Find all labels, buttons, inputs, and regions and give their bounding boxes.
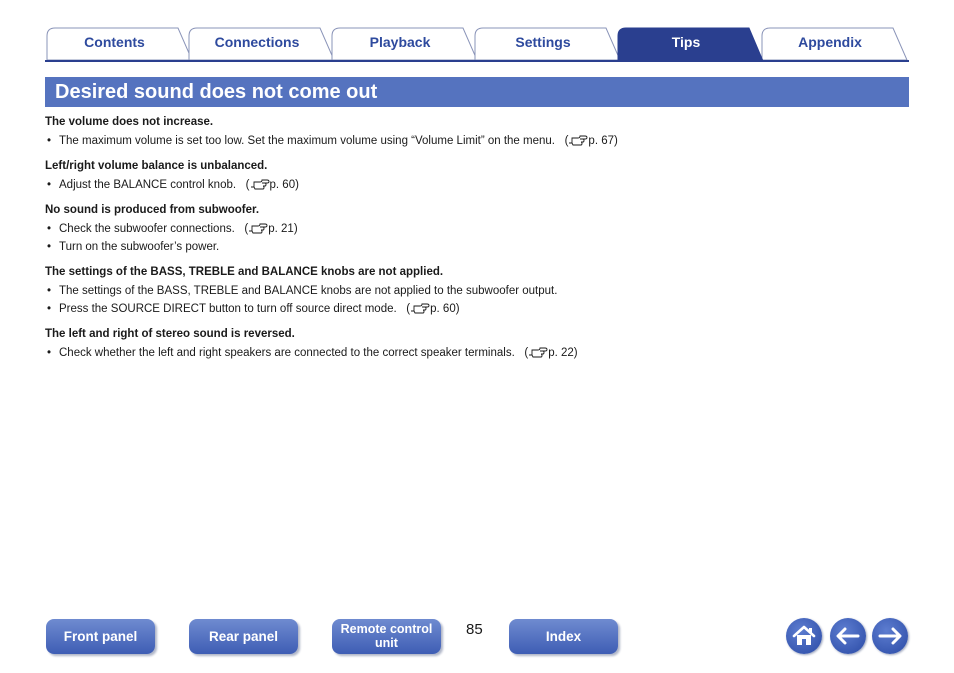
page-reference[interactable]: ( p. 60) — [239, 179, 299, 191]
back-button[interactable] — [830, 618, 866, 654]
index-button[interactable]: Index — [509, 619, 618, 654]
page-reference[interactable]: ( p. 60) — [399, 303, 460, 315]
page-reference[interactable]: ( p. 67) — [558, 135, 618, 147]
tab-tips[interactable]: Tips — [671, 34, 701, 50]
pointing-hand-icon — [528, 346, 548, 358]
section-volume — [45, 114, 909, 158]
rear-panel-button[interactable]: Rear panel — [189, 619, 298, 654]
front-panel-button[interactable]: Front panel — [46, 619, 155, 654]
tab-appendix[interactable]: Appendix — [798, 34, 862, 50]
tab-connections[interactable]: Connections — [214, 34, 300, 50]
section-heading: No sound is produced from subwoofer. — [45, 204, 260, 216]
content — [45, 114, 909, 370]
tab-settings[interactable]: Settings — [515, 34, 571, 50]
home-button[interactable] — [786, 618, 822, 654]
section-heading: The volume does not increase. — [45, 116, 214, 128]
page-title: Desired sound does not come out — [55, 81, 378, 103]
item-text: Adjust the BALANCE control knob. — [59, 179, 237, 191]
remote-control-unit-button[interactable] — [332, 619, 441, 654]
bullet: • — [47, 303, 52, 315]
page-ref-text: p. 22 — [548, 347, 574, 359]
tab-contents[interactable]: Contents — [84, 34, 145, 50]
bullet: • — [47, 179, 52, 191]
bullet: • — [47, 285, 52, 297]
forward-button[interactable] — [872, 618, 908, 654]
title-bar — [45, 77, 909, 107]
tab-shapes — [0, 0, 954, 64]
remote-label-line2: unit — [375, 636, 398, 650]
section-knobs — [45, 264, 909, 326]
pointing-hand-icon — [410, 302, 430, 314]
page-reference[interactable]: ( p. 22) — [517, 347, 578, 359]
pointing-hand-icon — [250, 178, 270, 190]
bullet: • — [47, 135, 52, 147]
arrow-left-icon — [830, 618, 866, 654]
page-reference[interactable]: ( p. 21) — [238, 223, 298, 235]
page-ref-text: p. 60 — [430, 303, 456, 315]
list-item — [45, 344, 909, 362]
list-item — [45, 300, 909, 318]
tab-playback[interactable]: Playback — [369, 34, 431, 50]
item-text: The settings of the BASS, TREBLE and BALANCE knobs are not applied to the subwoofer output. — [59, 285, 558, 297]
bullet: • — [47, 347, 52, 359]
section-heading: The settings of the BASS, TREBLE and BALANCE knobs are not applied. — [45, 266, 444, 278]
item-text: Turn on the subwoofer’s power. — [59, 241, 220, 253]
item-text: Check the subwoofer connections. — [59, 223, 235, 235]
remote-label-line1: Remote control — [340, 622, 433, 636]
section-heading: Left/right volume balance is unbalanced. — [45, 160, 268, 172]
tab-bar — [0, 0, 954, 64]
list-item — [45, 132, 909, 150]
page-ref-text: p. 67 — [588, 135, 614, 147]
home-icon — [786, 618, 822, 654]
list-item — [45, 238, 909, 256]
list-item — [45, 176, 909, 194]
section-subwoofer — [45, 202, 909, 264]
section-stereo-reversed — [45, 326, 909, 370]
pointing-hand-icon — [248, 222, 268, 234]
item-text: Press the SOURCE DIRECT button to turn off source direct mode. — [59, 303, 397, 315]
pointing-hand-icon — [568, 134, 588, 146]
bullet: • — [47, 223, 52, 235]
arrow-right-icon — [872, 618, 908, 654]
section-balance — [45, 158, 909, 202]
bullet: • — [47, 241, 52, 253]
list-item — [45, 220, 909, 238]
page-ref-text: p. 60 — [269, 179, 296, 191]
page-ref-text: p. 21 — [268, 223, 294, 235]
list-item — [45, 282, 909, 300]
item-text: Check whether the left and right speakers are connected to the correct speaker terminals. — [59, 347, 515, 359]
section-heading: The left and right of stereo sound is reversed. — [45, 328, 295, 340]
page-number: 85 — [466, 621, 483, 638]
item-text: The maximum volume is set too low. Set the maximum volume using “Volume Limit” on the menu. — [59, 135, 555, 147]
